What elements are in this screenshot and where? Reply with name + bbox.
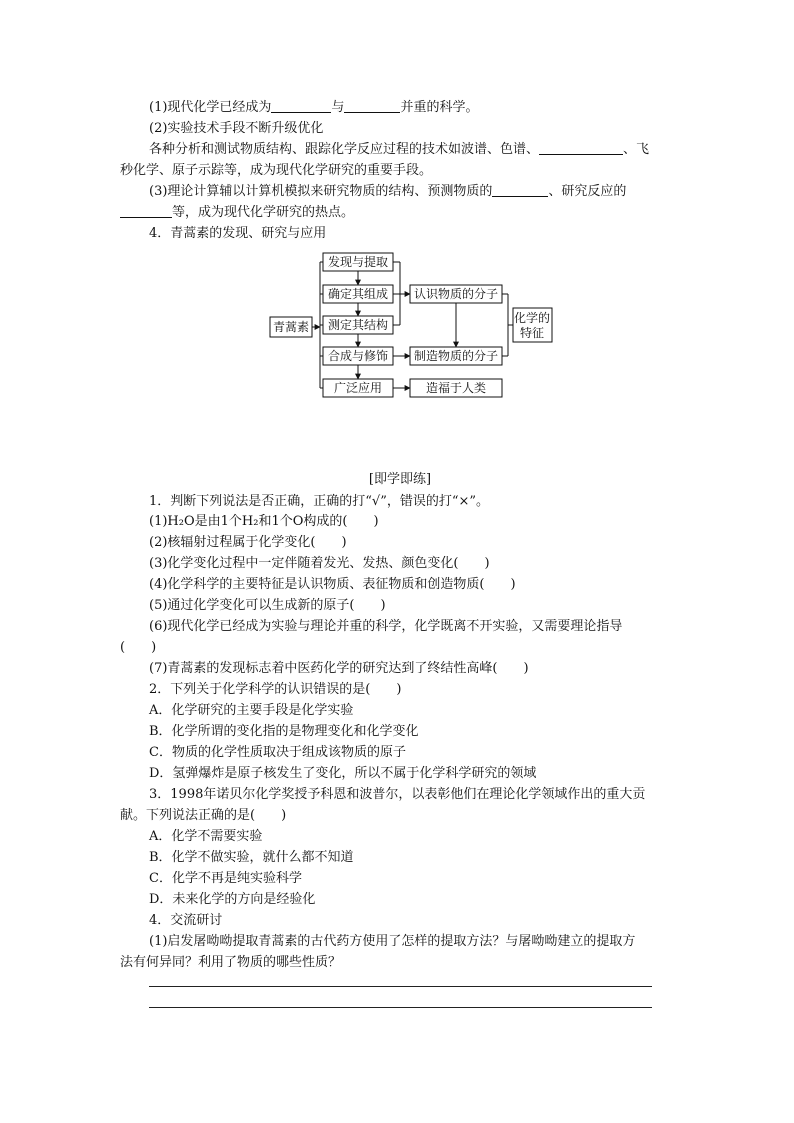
option-a[interactable]: A．化学研究的主要手段是化学实验 [149, 703, 354, 718]
question-item: (7)青蒿素的发现标志着中医药化学的研究达到了终结性高峰( ) [149, 661, 529, 676]
root-label: 青蒿素 [272, 320, 310, 334]
answer-line[interactable] [149, 1007, 652, 1008]
question-2: 2．下列关于化学科学的认识错误的是( ) [149, 682, 402, 697]
step-label: 合成与修饰 [327, 349, 389, 363]
question-3: 3．1998年诺贝尔化学奖授予科恩和波普尔，以表彰他们在理论化学领域作出的重大贡 [149, 787, 646, 802]
characteristic-label: 化学的 [513, 311, 551, 325]
option-b[interactable]: B．化学不做实验，就什么都不知道 [149, 850, 354, 865]
characteristic-label: 特征 [519, 326, 545, 340]
question-item: (3)化学变化过程中一定伴随着发光、发热、颜色变化( ) [149, 556, 490, 571]
step-label: 确定其组成 [327, 287, 389, 301]
question-3-cont: 献。下列说法正确的是( ) [120, 808, 287, 823]
text-fragment: 各种分析和测试物质结构、跟踪化学反应过程的技术如波谱、色谱、 [149, 142, 540, 157]
question-item: (4)化学科学的主要特征是认识物质、表征物质和创造物质( ) [149, 577, 516, 592]
mid-label: 认识物质的分子 [413, 287, 499, 301]
exercise-heading: [即学即练] [368, 472, 432, 487]
option-c[interactable]: C．物质的化学性质取决于组成该物质的原子 [149, 745, 406, 760]
text-fragment: 与 [331, 100, 345, 115]
question-4: 4．交流研讨 [149, 913, 223, 928]
text-line: (2)实验技术手段不断升级优化 [149, 121, 324, 136]
answer-line[interactable] [149, 986, 652, 987]
text-fragment: (3)理论计算辅以计算机模拟来研究物质的结构、预测物质的 [149, 184, 493, 199]
text-fragment: 等，成为现代化学研究的热点。 [172, 205, 355, 220]
question-item: (6)现代化学已经成为实验与理论并重的科学，化学既离不开实验，又需要理论指导 [149, 619, 623, 634]
question-1: 1．判断下列说法是否正确，正确的打“√”，错误的打“×”。 [149, 494, 490, 509]
text-fragment: (1)现代化学已经成为 [149, 100, 272, 115]
step-label: 测定其结构 [327, 318, 389, 332]
step-label: 广泛应用 [333, 381, 383, 395]
question-item: (2)核辐射过程属于化学变化( ) [149, 535, 347, 550]
option-b[interactable]: B．化学所谓的变化指的是物理变化和化学变化 [149, 724, 419, 739]
option-d[interactable]: D．氢弹爆炸是原子核发生了变化，所以不属于化学科学研究的领域 [149, 766, 537, 781]
mid-label: 制造物质的分子 [413, 349, 499, 363]
text-fragment: 、飞 [623, 142, 650, 157]
question-item: ( ) [120, 640, 157, 655]
option-d[interactable]: D．未来化学的方向是经验化 [149, 892, 316, 907]
question-4-1: (1)启发屠呦呦提取青蒿素的古代药方使用了怎样的提取方法？与屠呦呦建立的提取方 [149, 934, 636, 949]
artemisinin-flow-diagram [0, 0, 794, 420]
question-item: (5)通过化学变化可以生成新的原子( ) [149, 598, 386, 613]
question-item: (1)H₂O是由1个H₂和1个O构成的( ) [149, 514, 379, 529]
step-label: 发现与提取 [327, 255, 389, 269]
option-a[interactable]: A．化学不需要实验 [149, 829, 263, 844]
text-line: 秒化学、原子示踪等，成为现代化学研究的重要手段。 [120, 163, 433, 178]
text-fragment: 并重的科学。 [400, 100, 479, 115]
mid-label: 造福于人类 [425, 381, 487, 395]
option-c[interactable]: C．化学不再是纯实验科学 [149, 871, 302, 886]
text-fragment: 、研究反应的 [548, 184, 627, 199]
question-4-1-cont: 法有何异同？利用了物质的哪些性质？ [120, 955, 342, 970]
section-heading: 4．青蒿素的发现、研究与应用 [149, 226, 327, 241]
